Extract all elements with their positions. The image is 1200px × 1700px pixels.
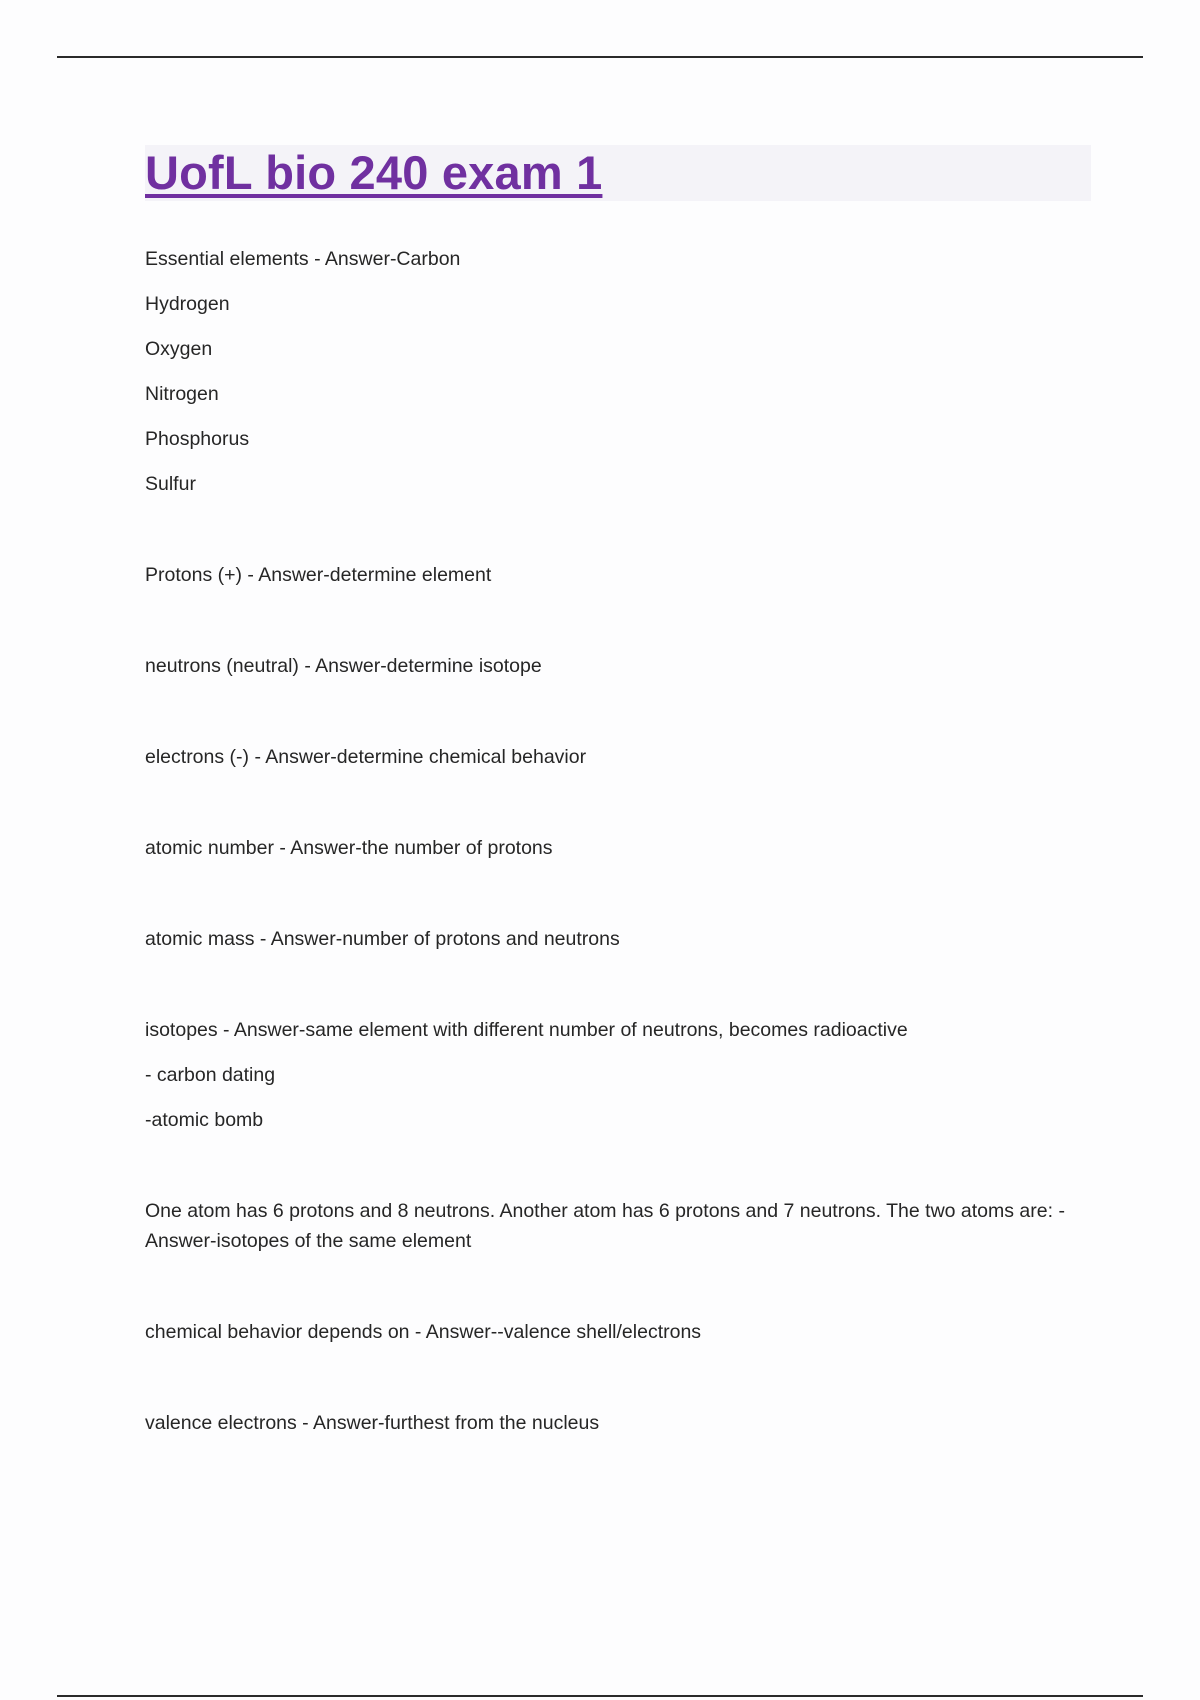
qa-entry-atomic-mass: [145, 924, 1085, 954]
entry-line: valence electrons - Answer-furthest from the nucleus: [145, 1412, 600, 1434]
document-title: UofL bio 240 exam 1: [145, 146, 603, 199]
entry-line: Hydrogen: [145, 293, 230, 315]
entry-line: Essential elements - Answer-Carbon: [145, 248, 461, 270]
entry-line: Sulfur: [145, 473, 196, 495]
entry-line: Oxygen: [145, 338, 213, 360]
entry-line: - carbon dating: [145, 1064, 276, 1086]
qa-entry-electrons: [145, 742, 1085, 772]
entry-line: Phosphorus: [145, 428, 250, 450]
entry-line: One atom has 6 protons and 8 neutrons. Another atom has 6 protons and 7 neutrons. The two atoms are: - Answer-isotopes of the same element: [145, 1200, 1065, 1252]
qa-entry-isotopes: [145, 1015, 1085, 1135]
entry-line: atomic mass - Answer-number of protons and neutrons: [145, 928, 620, 950]
entry-line: Protons (+) - Answer-determine element: [145, 564, 492, 586]
qa-entry-valence-electrons: [145, 1408, 1085, 1438]
entry-line: isotopes - Answer-same element with different number of neutrons, becomes radioactive: [145, 1019, 908, 1041]
qa-entry-atomic-number: [145, 833, 1085, 863]
qa-entry-chemical-behavior: [145, 1317, 1085, 1347]
footer-rule: [57, 1695, 1143, 1697]
header-rule: [57, 56, 1143, 58]
entry-line: -atomic bomb: [145, 1109, 264, 1131]
entry-line: chemical behavior depends on - Answer--valence shell/electrons: [145, 1321, 702, 1343]
qa-entry-protons: [145, 560, 1085, 590]
entry-line: atomic number - Answer-the number of protons: [145, 837, 553, 859]
qa-entry-neutrons: [145, 651, 1085, 681]
entry-line: electrons (-) - Answer-determine chemical behavior: [145, 746, 587, 768]
entry-line: neutrons (neutral) - Answer-determine isotope: [145, 655, 542, 677]
entry-line: Nitrogen: [145, 383, 219, 405]
qa-entry-two-atoms: [145, 1196, 1085, 1256]
document-body: [145, 244, 1085, 1438]
qa-entry-essential-elements: [145, 244, 1085, 499]
